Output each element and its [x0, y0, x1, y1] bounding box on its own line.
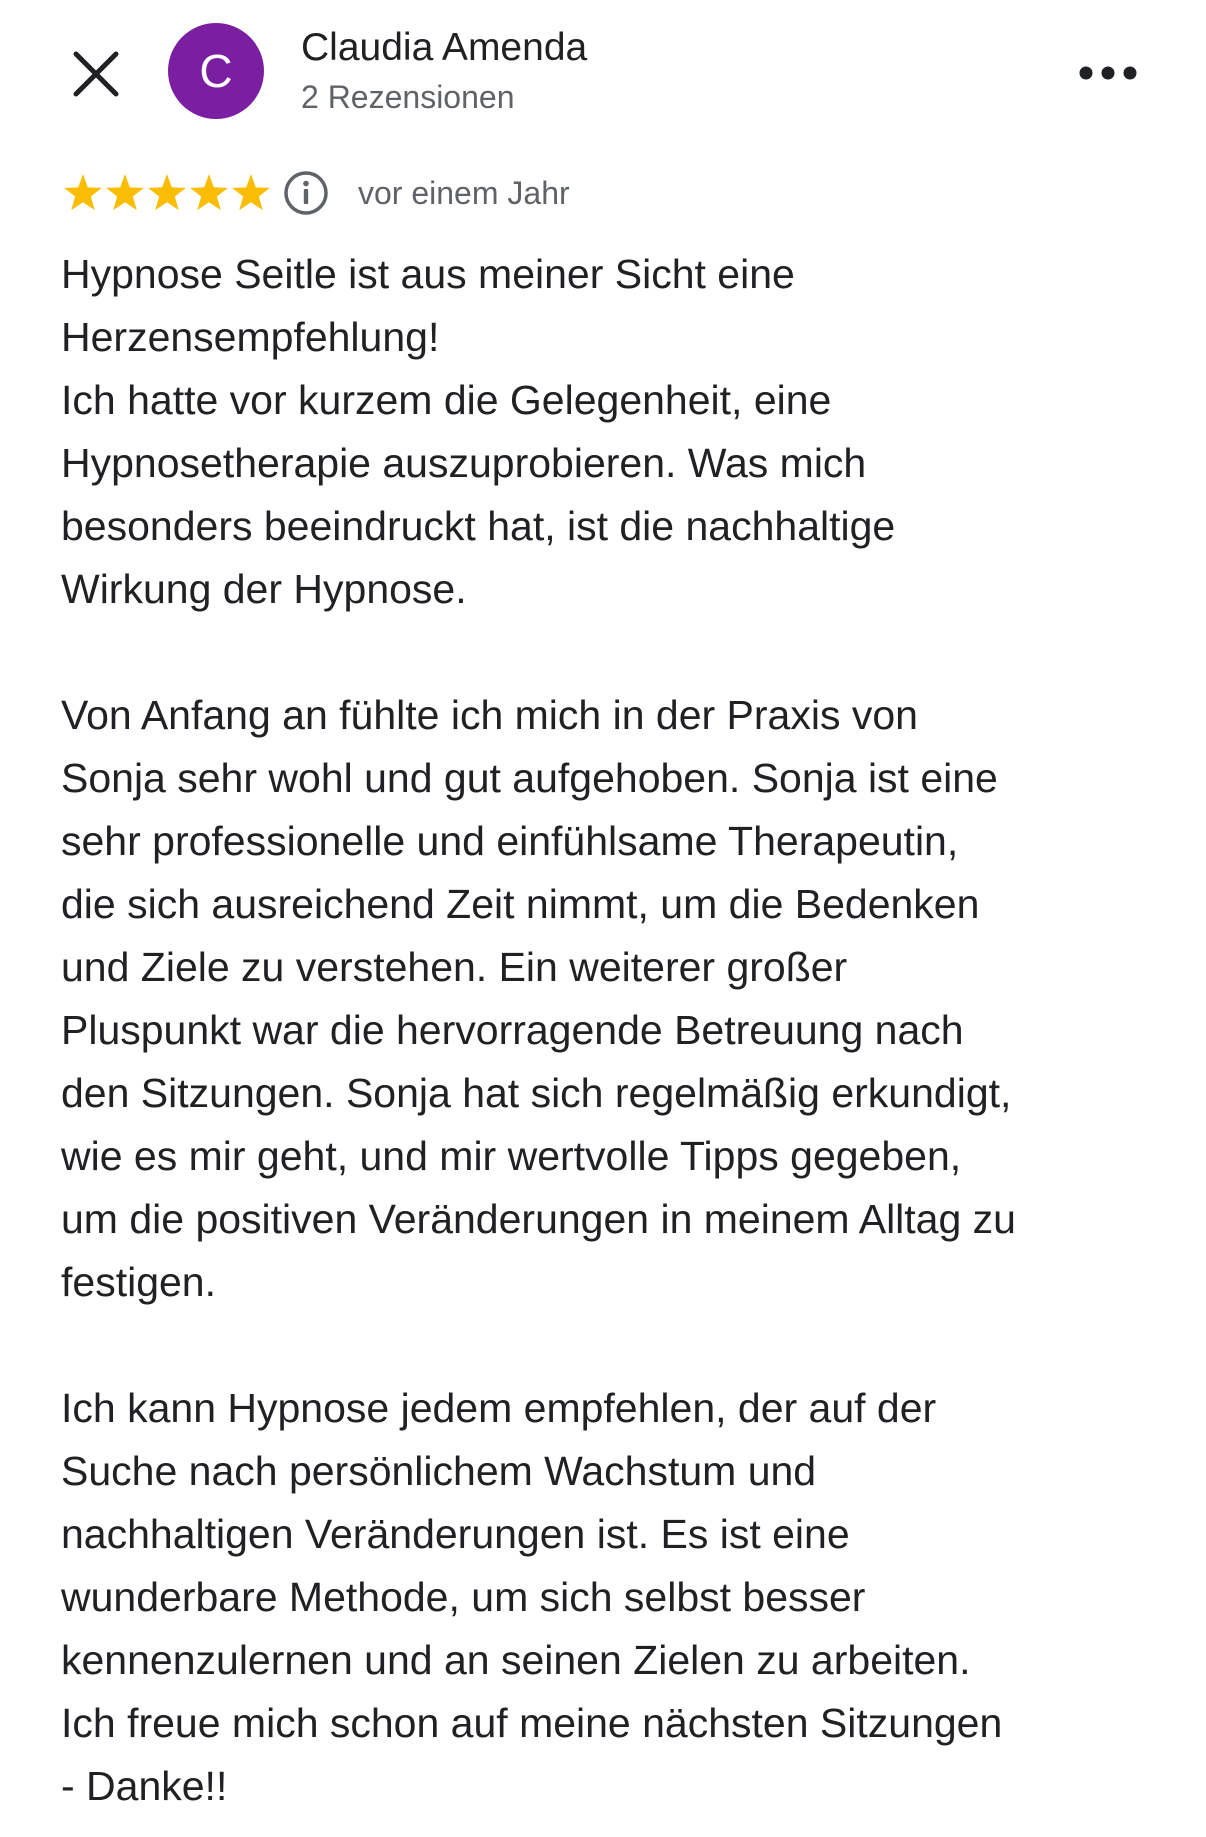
review-header [0, 0, 1206, 150]
review-text-line: Suche nach persönlichem Wachstum und [61, 1448, 817, 1494]
review-text-line: wunderbare Methode, um sich selbst besser [61, 1574, 866, 1620]
close-button[interactable] [66, 44, 126, 104]
review-date: vor einem Jahr [358, 175, 570, 211]
star-icon [190, 174, 228, 210]
review-text-line: Von Anfang an fühlte ich mich in der Praxis von [61, 692, 918, 738]
star-icon [232, 174, 270, 210]
review-text-line: um die positiven Veränderungen in meinem Alltag zu [61, 1196, 1016, 1242]
review-text-line: sehr professionelle und einfühlsame Therapeutin, [61, 818, 959, 864]
review-text-line: Hypnosetherapie auszuprobieren. Was mich [61, 440, 867, 486]
review-text-line: den Sitzungen. Sonja hat sich regelmäßig erkundigt, [61, 1070, 1012, 1116]
more-horizontal-icon [1076, 48, 1140, 98]
review-text-line: Hypnose Seitle ist aus meiner Sicht eine [61, 251, 795, 297]
review-text-line: Wirkung der Hypnose. [61, 566, 467, 612]
avatar[interactable]: C [168, 23, 264, 119]
review-text-line: besonders beeindruckt hat, ist die nachhaltige [61, 503, 896, 549]
star-icon [106, 174, 144, 210]
review-text-line: Herzensempfehlung! [61, 314, 440, 360]
review-text [61, 243, 1181, 1818]
review-text-line: nachhaltigen Veränderungen ist. Es ist eine [61, 1511, 850, 1557]
info-button[interactable] [282, 169, 330, 217]
info-icon [282, 169, 330, 217]
review-text-line: und Ziele zu verstehen. Ein weiterer großer [61, 944, 848, 990]
star-icon [148, 174, 186, 210]
review-text-line: Ich kann Hypnose jedem empfehlen, der auf der [61, 1385, 937, 1431]
reviewer-name[interactable]: Claudia Amenda [301, 26, 588, 69]
star-rating [62, 172, 272, 214]
review-text-line: die sich ausreichend Zeit nimmt, um die Bedenken [61, 881, 980, 927]
review-text-line: Pluspunkt war die hervorragende Betreuung nach [61, 1007, 964, 1053]
paragraph-gap [61, 1314, 1181, 1377]
review-text-line: Ich hatte vor kurzem die Gelegenheit, eine [61, 377, 832, 423]
rating-row [62, 168, 962, 218]
more-options-button[interactable] [1076, 48, 1140, 98]
review-text-line: - Danke!! [61, 1763, 228, 1809]
review-text-line: Ich freue mich schon auf meine nächsten Sitzungen [61, 1700, 1003, 1746]
reviewer-review-count[interactable]: 2 Rezensionen [301, 79, 515, 115]
review-text-line: wie es mir geht, und mir wertvolle Tipps gegeben, [61, 1133, 962, 1179]
review-text-line: Sonja sehr wohl und gut aufgehoben. Sonja ist eine [61, 755, 998, 801]
star-icon [64, 174, 102, 210]
close-icon [66, 44, 126, 104]
review-text-line: festigen. [61, 1259, 216, 1305]
paragraph-gap [61, 621, 1181, 684]
review-text-line: kennenzulernen und an seinen Zielen zu arbeiten. [61, 1637, 971, 1683]
